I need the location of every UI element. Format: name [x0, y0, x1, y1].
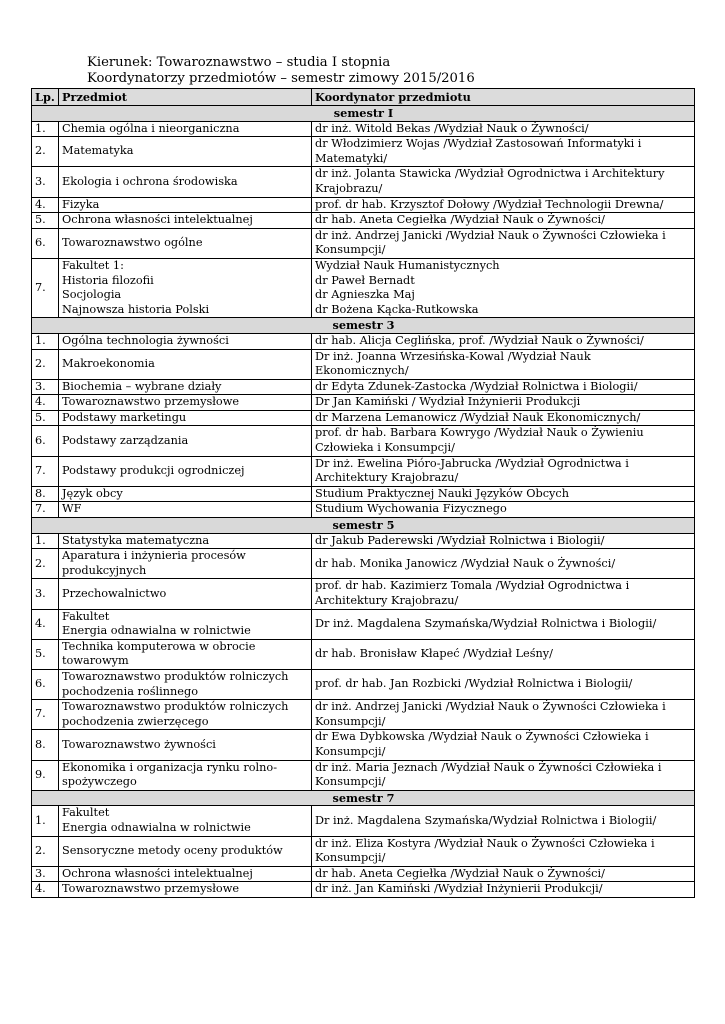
coordinator-line: Studium Wychowania Fizycznego — [315, 502, 507, 516]
subject-line: Podstawy zarządzania — [62, 433, 189, 447]
table-row — [32, 866, 695, 882]
subject-cell — [59, 806, 312, 836]
subject-line: Ogólna technologia żywności — [62, 333, 229, 347]
coordinator-line: Studium Praktycznej Nauki Języków Obcych — [315, 486, 570, 500]
row-number: 6. — [32, 426, 59, 456]
semester-header-row — [32, 318, 695, 334]
table-row — [32, 349, 695, 379]
row-number: 3. — [32, 579, 59, 609]
table-row — [32, 609, 695, 639]
coordinator-cell — [312, 456, 695, 486]
coordinator-cell — [312, 579, 695, 609]
subject-cell — [59, 228, 312, 258]
subject-line: Towaroznawstwo przemysłowe — [62, 882, 240, 896]
subject-cell — [59, 609, 312, 639]
table-row — [32, 669, 695, 699]
coordinator-line: Dr inż. Joanna Wrzesińska-Kowal /Wydział Nauk — [315, 349, 591, 363]
coordinator-cell — [312, 197, 695, 213]
subject-cell — [59, 836, 312, 866]
coordinator-line: prof. dr hab. Krzysztof Dołowy /Wydział Technologii Drewna/ — [315, 197, 664, 211]
coordinator-line: dr Bożena Kącka-Rutkowska — [315, 302, 479, 316]
coordinator-cell — [312, 426, 695, 456]
table-row — [32, 549, 695, 579]
subject-line: Towaroznawstwo produktów rolniczych — [62, 669, 289, 683]
coordinator-cell — [312, 882, 695, 898]
coordinator-cell — [312, 639, 695, 669]
table-row — [32, 137, 695, 167]
row-number: 3. — [32, 866, 59, 882]
subject-cell — [59, 502, 312, 518]
table-row — [32, 395, 695, 411]
coordinator-cell — [312, 730, 695, 760]
subject-cell — [59, 426, 312, 456]
subject-cell — [59, 197, 312, 213]
table-row — [32, 502, 695, 518]
subject-line: pochodzenia roślinnego — [62, 684, 199, 698]
document-title: Kierunek: Towaroznawstwo – studia I stopnia — [87, 55, 391, 70]
coordinator-cell — [312, 410, 695, 426]
subject-line: Energia odnawialna w rolnictwie — [62, 820, 251, 834]
column-header-subject: Przedmiot — [59, 89, 312, 106]
coordinator-cell — [312, 533, 695, 549]
semester-title: semestr I — [32, 106, 695, 122]
coordinator-line: Konsumpcji/ — [315, 744, 386, 758]
subject-line: Podstawy marketingu — [62, 410, 187, 424]
row-number: 1. — [32, 333, 59, 349]
subject-line: spożywczego — [62, 775, 137, 789]
row-number: 7. — [32, 502, 59, 518]
coordinator-line: Wydział Nauk Humanistycznych — [315, 258, 500, 272]
row-number: 5. — [32, 213, 59, 229]
subject-cell — [59, 379, 312, 395]
coordinator-cell — [312, 333, 695, 349]
subject-cell — [59, 533, 312, 549]
row-number: 8. — [32, 730, 59, 760]
coordinator-line: prof. dr hab. Jan Rozbicki /Wydział Rolnictwa i Biologii/ — [315, 677, 633, 691]
subject-line: Makroekonomia — [62, 356, 155, 370]
row-number: 8. — [32, 486, 59, 502]
row-number: 7. — [32, 700, 59, 730]
coordinator-line: Konsumpcji/ — [315, 714, 386, 728]
subject-cell — [59, 866, 312, 882]
coordinator-line: Dr inż. Magdalena Szymańska/Wydział Rolnictwa i Biologii/ — [315, 616, 657, 630]
coordinator-line: Krajobrazu/ — [315, 181, 383, 195]
subject-line: Towaroznawstwo ogólne — [62, 236, 203, 250]
coordinator-line: dr inż. Maria Jeznach /Wydział Nauk o Żywności Człowieka i — [315, 760, 662, 774]
subject-line: WF — [62, 502, 82, 516]
subject-line: Energia odnawialna w rolnictwie — [62, 624, 251, 638]
row-number: 4. — [32, 395, 59, 411]
subject-line: Aparatura i inżynieria procesów — [62, 549, 246, 563]
table-body — [32, 106, 695, 898]
table-row — [32, 379, 695, 395]
coordinator-cell — [312, 349, 695, 379]
table-row — [32, 410, 695, 426]
table-row — [32, 228, 695, 258]
coordinator-line: Architektury Krajobrazu/ — [315, 594, 459, 607]
coordinator-line: dr Marzena Lemanowicz /Wydział Nauk Ekonomicznych/ — [315, 410, 641, 424]
coordinator-line: Konsumpcji/ — [315, 243, 386, 257]
coordinator-line: dr Włodzimierz Wojas /Wydział Zastosowań Informatyki i — [315, 137, 642, 151]
coordinator-line: dr inż. Eliza Kostyra /Wydział Nauk o Żywności Człowieka i — [315, 836, 655, 850]
coordinator-cell — [312, 669, 695, 699]
table-row — [32, 730, 695, 760]
subject-line: Sensoryczne metody oceny produktów — [62, 843, 283, 857]
table-row — [32, 533, 695, 549]
row-number: 4. — [32, 882, 59, 898]
subject-cell — [59, 486, 312, 502]
subject-line: Fakultet — [62, 806, 110, 820]
table-row — [32, 121, 695, 137]
subject-cell — [59, 213, 312, 229]
table-row — [32, 760, 695, 790]
table-row — [32, 579, 695, 609]
row-number: 6. — [32, 228, 59, 258]
table-row — [32, 167, 695, 197]
coordinator-line: dr Edyta Zdunek-Zastocka /Wydział Rolnictwa i Biologii/ — [315, 379, 638, 393]
coordinator-line: dr Ewa Dybkowska /Wydział Nauk o Żywności Człowieka i — [315, 730, 649, 744]
subject-line: Ochrona własności intelektualnej — [62, 213, 253, 227]
coordinator-line: Architektury Krajobrazu/ — [315, 471, 459, 485]
document-header — [87, 55, 475, 87]
subject-line: Podstawy produkcji ogrodniczej — [62, 463, 245, 477]
coordinator-cell — [312, 486, 695, 502]
table-row — [32, 486, 695, 502]
coordinator-line: dr hab. Bronisław Kłapeć /Wydział Leśny/ — [315, 647, 553, 661]
row-number: 1. — [32, 121, 59, 137]
coordinator-cell — [312, 609, 695, 639]
subject-line: Fakultet — [62, 609, 110, 623]
coordinator-cell — [312, 806, 695, 836]
row-number: 2. — [32, 549, 59, 579]
coordinator-cell — [312, 836, 695, 866]
coordinator-line: dr inż. Jan Kamiński /Wydział Inżynierii Produkcji/ — [315, 882, 603, 896]
subject-line: Ekonomika i organizacja rynku rolno- — [62, 760, 278, 774]
subject-cell — [59, 579, 312, 609]
coordinator-line: dr hab. Aneta Cegiełka /Wydział Nauk o Żywności/ — [315, 213, 605, 227]
subject-cell — [59, 395, 312, 411]
row-number: 6. — [32, 669, 59, 699]
column-header-coordinator: Koordynator przedmiotu — [312, 89, 695, 106]
coordinator-line: dr inż. Jolanta Stawicka /Wydział Ogrodnictwa i Architektury — [315, 167, 665, 181]
coordinator-cell — [312, 121, 695, 137]
subject-line: Towaroznawstwo przemysłowe — [62, 395, 240, 409]
subject-cell — [59, 137, 312, 167]
table-header-row — [32, 89, 695, 106]
row-number: 1. — [32, 806, 59, 836]
coordinator-cell — [312, 395, 695, 411]
row-number: 5. — [32, 410, 59, 426]
subject-cell — [59, 258, 312, 317]
subject-cell — [59, 167, 312, 197]
coordinator-line: prof. dr hab. Kazimierz Tomala /Wydział Ogrodnictwa i — [315, 579, 630, 593]
row-number: 2. — [32, 137, 59, 167]
subject-line: towarowym — [62, 654, 129, 668]
subject-cell — [59, 639, 312, 669]
coordinator-line: Dr inż. Ewelina Pióro-Jabrucka /Wydział Ogrodnictwa i — [315, 456, 629, 470]
coordinator-cell — [312, 228, 695, 258]
row-number: 4. — [32, 609, 59, 639]
table-row — [32, 882, 695, 898]
coordinator-line: dr inż. Andrzej Janicki /Wydział Nauk o Żywności Człowieka i — [315, 228, 666, 242]
subject-line: Najnowsza historia Polski — [62, 302, 210, 316]
subject-line: pochodzenia zwierzęcego — [62, 714, 209, 728]
coordinator-line: dr Paweł Bernadt — [315, 273, 415, 287]
coordinator-line: Matematyki/ — [315, 151, 388, 165]
subject-line: Technika komputerowa w obrocie — [62, 639, 256, 653]
subject-line: Język obcy — [62, 486, 123, 500]
coordinator-cell — [312, 379, 695, 395]
subject-line: Ochrona własności intelektualnej — [62, 866, 253, 880]
coordinator-cell — [312, 549, 695, 579]
table-row — [32, 258, 695, 317]
subject-line: Biochemia – wybrane działy — [62, 379, 222, 393]
row-number: 5. — [32, 639, 59, 669]
subject-cell — [59, 669, 312, 699]
subject-line: Towaroznawstwo produktów rolniczych — [62, 700, 289, 714]
subject-line: Towaroznawstwo żywności — [62, 737, 216, 751]
subject-line: Socjologia — [62, 288, 122, 302]
subject-line: Historia filozofii — [62, 273, 154, 287]
coordinator-line: Konsumpcji/ — [315, 851, 386, 865]
document-subtitle: Koordynatorzy przedmiotów – semestr zimowy 2015/2016 — [87, 71, 475, 86]
table-row — [32, 806, 695, 836]
coordinator-line: Człowieka i Konsumpcji/ — [315, 441, 455, 455]
coordinator-cell — [312, 866, 695, 882]
subject-line: Ekologia i ochrona środowiska — [62, 174, 238, 188]
coordinator-line: Ekonomicznych/ — [315, 364, 409, 378]
semester-title: semestr 3 — [32, 318, 695, 334]
coordinator-line: dr hab. Monika Janowicz /Wydział Nauk o Żywności/ — [315, 556, 616, 570]
subject-line: Fakultet 1: — [62, 258, 124, 272]
row-number: 4. — [32, 197, 59, 213]
semester-header-row — [32, 790, 695, 806]
coordinator-line: dr inż. Witold Bekas /Wydział Nauk o Żywności/ — [315, 121, 589, 135]
row-number: 2. — [32, 836, 59, 866]
coordinator-cell — [312, 760, 695, 790]
table-row — [32, 426, 695, 456]
row-number: 3. — [32, 167, 59, 197]
subject-cell — [59, 349, 312, 379]
subject-cell — [59, 333, 312, 349]
subject-line: Statystyka matematyczna — [62, 533, 210, 547]
subject-cell — [59, 549, 312, 579]
semester-title: semestr 5 — [32, 518, 695, 534]
coordinator-line: Dr Jan Kamiński / Wydział Inżynierii Produkcji — [315, 395, 581, 409]
coordinator-cell — [312, 213, 695, 229]
semester-header-row — [32, 106, 695, 122]
subject-cell — [59, 730, 312, 760]
coordinator-line: Konsumpcji/ — [315, 775, 386, 789]
subject-cell — [59, 121, 312, 137]
row-number: 3. — [32, 379, 59, 395]
coordinator-cell — [312, 700, 695, 730]
coordinator-line: dr Agnieszka Maj — [315, 288, 415, 302]
coordinator-line: dr inż. Andrzej Janicki /Wydział Nauk o Żywności Człowieka i — [315, 700, 666, 714]
column-header-lp: Lp. — [32, 89, 59, 106]
coordinator-cell — [312, 137, 695, 167]
table-row — [32, 213, 695, 229]
coordinator-line: dr hab. Alicja Ceglińska, prof. /Wydział Nauk o Żywności/ — [315, 333, 644, 347]
table-row — [32, 456, 695, 486]
row-number: 7. — [32, 258, 59, 317]
coordinator-cell — [312, 167, 695, 197]
subject-line: Matematyka — [62, 144, 134, 158]
subject-cell — [59, 882, 312, 898]
table-row — [32, 333, 695, 349]
semester-title: semestr 7 — [32, 790, 695, 806]
coordinator-cell — [312, 502, 695, 518]
row-number: 2. — [32, 349, 59, 379]
subject-cell — [59, 700, 312, 730]
row-number: 1. — [32, 533, 59, 549]
subject-cell — [59, 456, 312, 486]
subject-cell — [59, 760, 312, 790]
coordinator-cell — [312, 258, 695, 317]
subject-cell — [59, 410, 312, 426]
subject-line: Przechowalnictwo — [62, 586, 167, 600]
table-row — [32, 836, 695, 866]
coordinator-line: dr hab. Aneta Cegiełka /Wydział Nauk o Żywności/ — [315, 866, 605, 880]
row-number: 7. — [32, 456, 59, 486]
coordinators-table — [31, 88, 695, 898]
row-number: 9. — [32, 760, 59, 790]
coordinator-line: Dr inż. Magdalena Szymańska/Wydział Rolnictwa i Biologii/ — [315, 813, 657, 827]
coordinator-line: dr Jakub Paderewski /Wydział Rolnictwa i Biologii/ — [315, 533, 605, 547]
subject-line: produkcyjnych — [62, 563, 147, 577]
table-row — [32, 700, 695, 730]
semester-header-row — [32, 518, 695, 534]
coordinator-line: prof. dr hab. Barbara Kowrygo /Wydział Nauk o Żywieniu — [315, 426, 644, 440]
subject-line: Fizyka — [62, 197, 100, 211]
table-row — [32, 197, 695, 213]
table-row — [32, 639, 695, 669]
subject-line: Chemia ogólna i nieorganiczna — [62, 121, 240, 135]
